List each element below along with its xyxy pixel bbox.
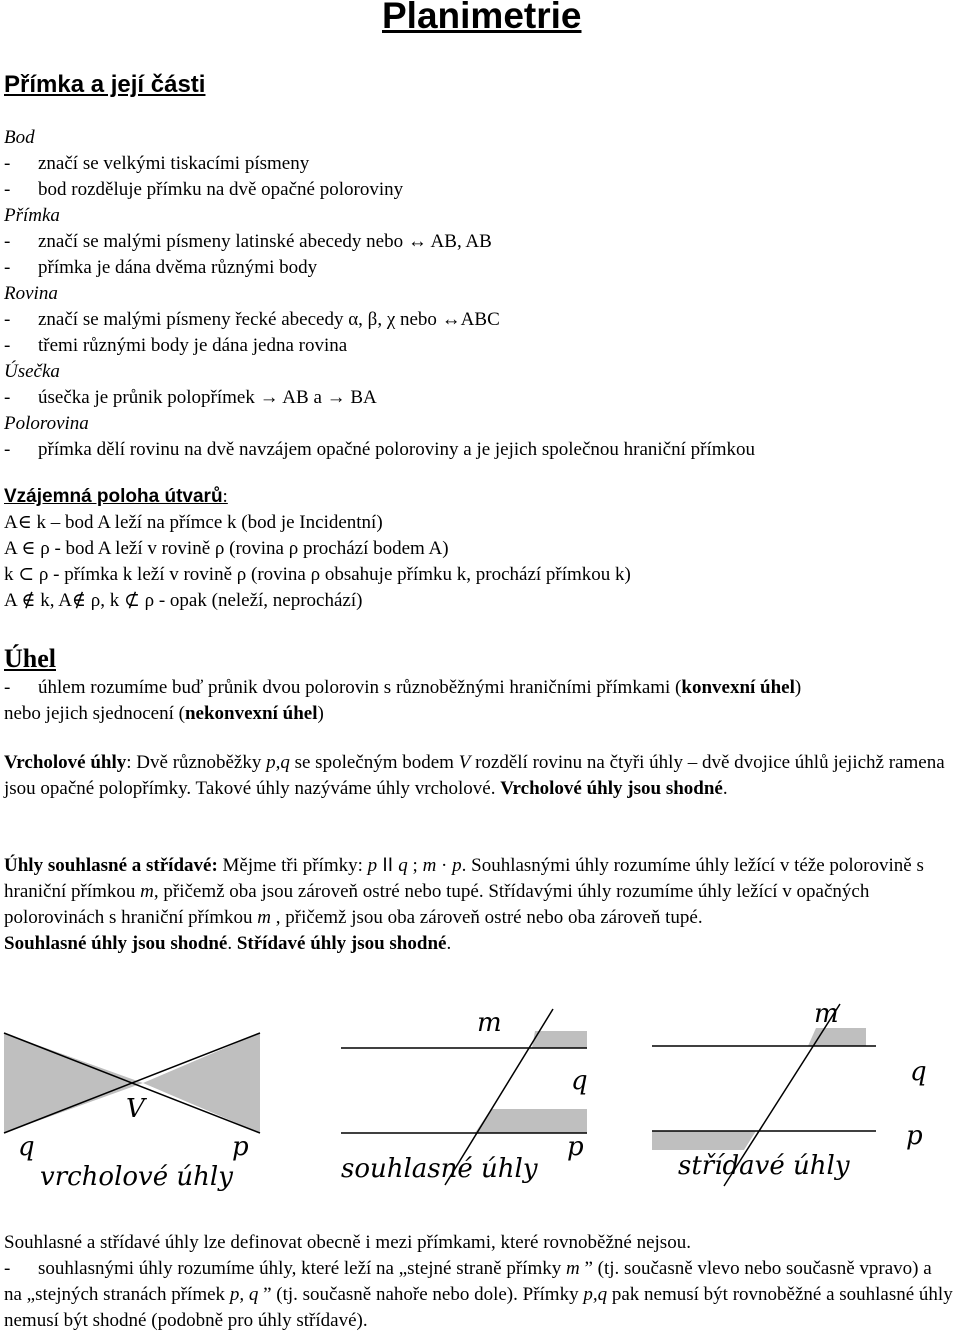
shaded-angle-upper (532, 1031, 587, 1048)
label-m: m (814, 1000, 839, 1029)
subsection-heading-vzajemna: Vzájemná poloha útvarů: (4, 486, 228, 507)
term-bod: Bod (4, 127, 35, 148)
list-item: - značí se velkými tiskacími písmeny (4, 153, 310, 174)
label-q: q (910, 1057, 927, 1087)
footer-line: Souhlasné a střídavé úhly lze definovat obecně i mezi přímkami, které rovnoběžné nejsou. (4, 1232, 691, 1253)
figure-corresponding-angles (335, 1005, 625, 1195)
definitions-block (4, 125, 954, 463)
list-item: - bod rozděluje přímku na dvě opačné poloroviny (4, 179, 404, 200)
term-vrcholove: Vrcholové úhly (4, 752, 127, 773)
term-usecka: Úsečka (4, 361, 60, 382)
term-souhlasne-stridave: Úhly souhlasné a střídavé: (4, 855, 218, 876)
section-heading-uhel: Úhel (4, 644, 56, 673)
label-V: V (126, 1094, 145, 1124)
corresponding-alternate-paragraph: Úhly souhlasné a střídavé: Mějme tři přímky: p II q ; m · p. Souhlasnými úhly rozumíme úhly ležící v téže polorovině s hraniční přímkou m, přičemž oba jsou zároveň ostré nebo tupé. Střídavými úhly rozumíme úhly ležící v opačných polorovinách s hraniční přímkou m , přičemž jsou oba zároveň ostré nebo oba zároveň tupé. Souhlasné úhly jsou shodné. Střídavé úhly jsou shodné. (4, 853, 954, 957)
figure-alternate-angles (644, 1000, 944, 1190)
label-q: q (571, 1066, 588, 1096)
term-primka: Přímka (4, 205, 60, 226)
section-heading-primka: Přímka a její části (4, 71, 206, 98)
summary-line: Souhlasné úhly jsou shodné. Střídavé úhly jsou shodné. (4, 933, 452, 954)
list-item: - přímka je dána dvěma různými body (4, 257, 318, 278)
list-item: - značí se malými písmeny latinské abecedy nebo ↔ AB, AB (4, 231, 492, 252)
list-item: - třemi různými body je dána jedna rovina (4, 335, 348, 356)
page-title: Planimetrie (382, 0, 582, 36)
vertical-angles-paragraph: Vrcholové úhly: Dvě různoběžky p,q se společným bodem V rozdělí rovinu na čtyři úhly – dvě dvojice úhlů jejichž ramena jsou opačné polopřímky. Takové úhly nazýváme úhly vrcholové. Vrcholové úhly jsou shodné. (4, 752, 945, 799)
shaded-angle-lower (475, 1109, 587, 1133)
footer-paragraph: - souhlasnými úhly rozumíme úhly, které leží na „stejné straně přímky m ” (tj. současně vlevo nebo současně vpravo) a na „stejných stranách přímek p, q ” (tj. současně nahoře nebo dole). Přímky p,q pak nemusí být rovnoběžné a souhlasné úhly nemusí být shodné (podobně pro úhly střídavé). (4, 1258, 953, 1331)
shaded-angle-lower (652, 1131, 756, 1150)
shaded-angle-right (143, 1033, 260, 1133)
label-m: m (477, 1008, 502, 1038)
caption-stridave: střídavé úhly (678, 1151, 850, 1181)
label-p: p (567, 1132, 584, 1162)
angle-block (4, 643, 954, 727)
list-item: - přímka dělí rovinu na dvě navzájem opačné poloroviny a je jejich společnou hraniční přímkou (4, 439, 756, 460)
label-p: p (232, 1132, 249, 1162)
shaded-angle-upper (808, 1028, 866, 1046)
relation-line: A∈ k – bod A leží na přímce k (bod je Incidentní) (4, 512, 383, 533)
term-rovina: Rovina (4, 283, 58, 304)
label-q: q (18, 1132, 35, 1162)
relation-line: k ⊂ ρ - přímka k leží v rovině ρ (rovina ρ obsahuje přímku k, prochází přímkou k) (4, 564, 631, 585)
figure-vertical-angles (0, 1005, 270, 1195)
angle-definition-line: nebo jejich sjednocení (nekonvexní úhel) (4, 703, 324, 724)
relation-line: A ∉ k, A∉ ρ, k ⊄ ρ - opak (neleží, neprochází) (4, 590, 363, 611)
list-item: - značí se malými písmeny řecké abecedy α, β, χ nebo ↔ABC (4, 309, 500, 330)
caption-souhlasne: souhlasné úhly (341, 1154, 538, 1184)
caption-vrcholove: vrcholové úhly (40, 1162, 233, 1192)
angle-definition-line: - úhlem rozumíme buď průnik dvou polorovin s různoběžnými hraničními přímkami (konvexní úhel) (4, 677, 802, 698)
label-p: p (906, 1121, 923, 1151)
footer-block (4, 1230, 954, 1334)
relation-line: A ∈ ρ - bod A leží v rovině ρ (rovina ρ prochází bodem A) (4, 538, 449, 559)
shaded-angle-left (4, 1033, 143, 1133)
relative-position-block (4, 484, 954, 614)
list-item: - úsečka je průnik polopřímek → AB a → BA (4, 387, 377, 408)
term-polorovina: Polorovina (4, 413, 89, 434)
